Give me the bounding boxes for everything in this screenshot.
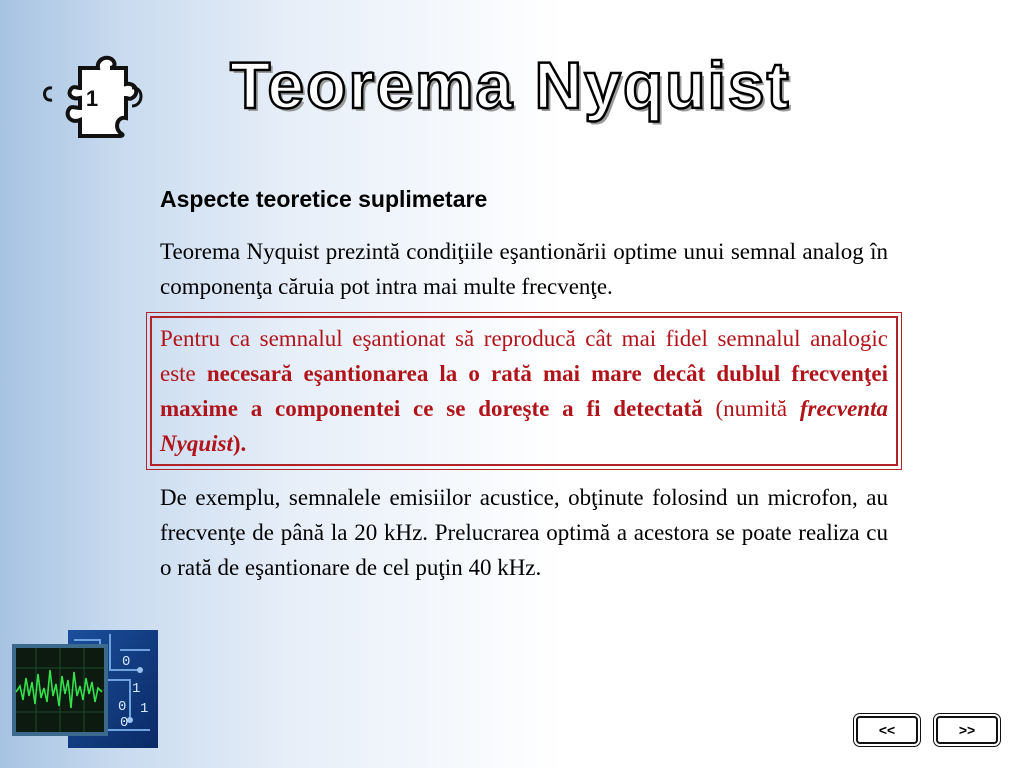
svg-text:0: 0 xyxy=(120,715,129,731)
next-slide-button[interactable]: >> xyxy=(936,716,998,744)
subheading: Aspecte teoretice suplimetare xyxy=(160,186,488,212)
paragraph-highlight xyxy=(160,321,888,461)
svg-text:1: 1 xyxy=(140,701,149,717)
puzzle-piece-icon xyxy=(40,50,152,146)
paragraph-example: De exemplu, semnalele emisiilor acustice, obţinute folosind un microfon, au frecvenţe de până la 20 kHz. Prelucrarea optimă a acestora se poate realiza cu o rată de eşantionare de cel puţin 40 kHz. xyxy=(160,484,888,580)
highlight-box xyxy=(150,316,898,466)
slide-title: Teorema Nyquist xyxy=(230,48,791,122)
highlight-text-start: Pentru ca semnalul eşantionat să reproducă cât mai fidel semnalul analogic este xyxy=(160,325,888,386)
slide-content xyxy=(160,186,888,585)
signal-circuit-image xyxy=(10,630,160,750)
prev-slide-button[interactable]: << xyxy=(856,716,918,744)
svg-text:1: 1 xyxy=(132,681,141,697)
paragraph-intro: Teorema Nyquist prezintă condiţiile eşantionării optime unui semnal analog în componenţa căruia pot intra mai multe frecvenţe. xyxy=(160,238,888,299)
slide-number: 1 xyxy=(85,86,99,111)
highlight-italic-text: frecventa Nyquist xyxy=(160,395,888,456)
svg-text:0: 0 xyxy=(122,654,131,670)
svg-text:0: 0 xyxy=(118,699,127,715)
highlight-text-end: ). xyxy=(232,430,247,456)
highlight-paren-open: (numită xyxy=(702,395,800,421)
highlight-bold-text: necesară eşantionarea la o rată mai mare decât dublul frecvenţei maxime a componentei ce se doreşte a fi detectată xyxy=(160,360,888,421)
